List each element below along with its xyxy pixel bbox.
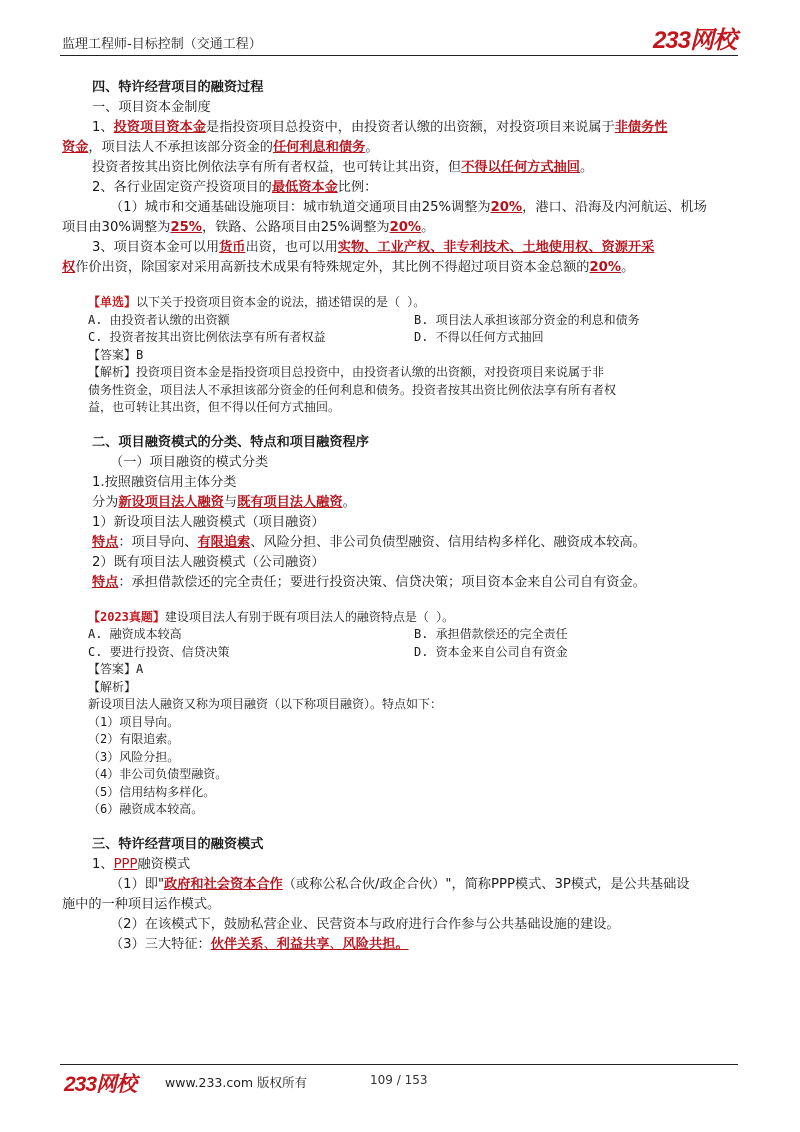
section-heading: 三、特许经营项目的融资模式: [92, 836, 264, 852]
question-stem: 【单选】以下关于投资项目资本金的说法，描述错误的是（ ）。: [88, 295, 426, 309]
option-c: C. 投资者按其出资比例依法享有所有者权益: [88, 330, 326, 344]
paragraph-continued: 项目由30%调整为25%，铁路、公路项目由25%调整为20%。: [62, 220, 435, 235]
brand-logo: 233网校: [652, 27, 736, 54]
paragraph: （1）即"政府和社会资本合作（或称公私合伙/政企合伙）"，简称PPP模式、3P模式，是公共基础设: [110, 876, 690, 892]
question-stem: 【2023真题】建设项目法人有别于既有项目法人的融资特点是（ ）。: [88, 609, 455, 624]
copyright-text: www.233.com 版权所有: [165, 1075, 307, 1090]
paragraph: 特点：承担借款偿还的完全责任；要进行投资决策、信贷决策；项目资本金来自公司自有资金。: [92, 574, 646, 590]
option-a: A. 由投资者认缴的出资额: [88, 312, 230, 327]
subsection-heading: （一）项目融资的模式分类: [110, 454, 269, 470]
analysis-line: 益，也可转让其出资，但不得以任何方式抽回。: [88, 400, 341, 414]
paragraph: （1）城市和交通基础设施项目：城市轨道交通项目由25%调整为20%，港口、沿海及内河航运、机场: [110, 200, 707, 215]
option-d: D. 不得以任何方式抽回: [414, 330, 544, 344]
header-divider: [60, 55, 738, 56]
analysis-point: （1）项目导向。: [88, 714, 180, 729]
answer: 【答案】A: [88, 662, 144, 676]
footer-divider: [60, 1064, 738, 1065]
option-a: A. 融资成本较高: [88, 627, 182, 641]
answer: 【答案】B: [88, 347, 144, 362]
page-content: [62, 78, 736, 955]
option-b: B. 项目法人承担该部分资金的利息和债务: [414, 312, 640, 327]
analysis-title: 【解析】: [88, 679, 137, 694]
paragraph: 特点：项目导向、有限追索、风险分担、非公司负债型融资、信用结构多样化、融资成本较高。: [92, 534, 646, 550]
paragraph: 2）既有项目法人融资模式（公司融资）: [92, 554, 325, 570]
page-number: 109 / 153: [370, 1073, 428, 1087]
analysis-point: （5）信用结构多样化。: [88, 784, 216, 799]
analysis-point: （6）融资成本较高。: [88, 802, 204, 816]
paragraph-continued: 权作价出资，除国家对采用高新技术成果有特殊规定外，其比例不得超过项目资本金总额的20%。: [62, 260, 635, 275]
brand-logo: 233网校: [64, 1073, 137, 1096]
analysis-point: （4）非公司负债型融资。: [88, 767, 228, 781]
paragraph: 1、PPP融资模式: [92, 856, 191, 872]
analysis-line: 新设项目法人融资又称为项目融资（以下称项目融资）。特点如下：: [88, 697, 443, 711]
option-c: C. 要进行投资、信贷决策: [88, 644, 230, 659]
paragraph: 分为新设项目法人融资与既有项目法人融资。: [92, 494, 356, 510]
option-b: B. 承担借款偿还的完全责任: [414, 627, 568, 641]
question-single-choice: [88, 294, 736, 417]
paragraph-continued: 施中的一种项目运作模式。: [62, 896, 221, 912]
question-past-exam: [88, 609, 736, 819]
paragraph: 2、各行业固定资产投资项目的最低资本金比例：: [92, 180, 378, 195]
paragraph-continued: 资金，项目法人不承担该部分资金的任何利息和债务。: [62, 140, 379, 155]
analysis-line: 【解析】投资项目资本金是指投资项目总投资中，由投资者认缴的出资额，对投资项目来说属于非: [88, 365, 605, 379]
question-options: [88, 312, 736, 347]
question-options: [88, 626, 736, 661]
paragraph: 1、投资项目资本金是指投资项目总投资中，由投资者认缴的出资额，对投资项目来说属于非债务性: [92, 120, 668, 135]
analysis-line: 债务性资金，项目法人不承担该部分资金的任何利息和债务。投资者按其出资比例依法享有所有者权: [88, 382, 617, 397]
document-header-title: 监理工程师-目标控制（交通工程）: [62, 37, 262, 52]
paragraph: （2）在该模式下，鼓励私营企业、民营资本与政府进行合作参与公共基础设施的建设。: [110, 916, 620, 932]
subsection-heading: 一、项目资本金制度: [92, 100, 211, 115]
analysis-point: （3）风险分担。: [88, 749, 180, 764]
section-heading: 二、项目融资模式的分类、特点和项目融资程序: [92, 434, 369, 450]
subsection-heading: 1.按照融资信用主体分类: [92, 474, 237, 490]
section-heading: 四、特许经营项目的融资过程: [92, 80, 264, 95]
option-d: D. 资本金来自公司自有资金: [414, 644, 568, 659]
analysis-point: （2）有限追索。: [88, 732, 180, 746]
paragraph: （3）三大特征：伙伴关系、利益共享、风险共担。: [110, 936, 409, 952]
paragraph: 1）新设项目法人融资模式（项目融资）: [92, 514, 325, 530]
paragraph: 3、项目资本金可以用货币出资，也可以用实物、工业产权、非专利技术、土地使用权、资源开采: [92, 240, 655, 255]
paragraph: 投资者按其出资比例依法享有所有者权益，也可转让其出资，但不得以任何方式抽回。: [92, 160, 594, 175]
